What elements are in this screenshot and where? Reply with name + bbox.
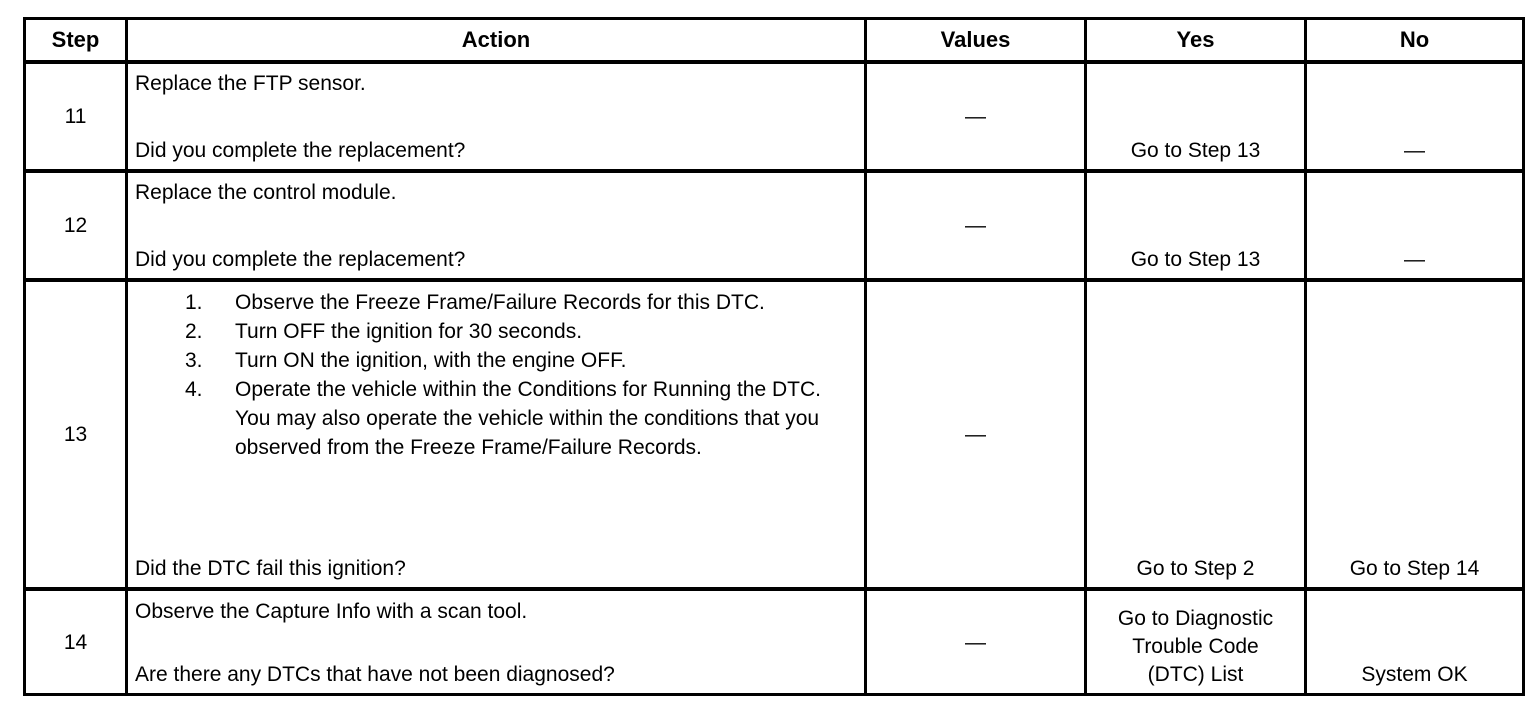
header-step: Step <box>51 27 100 52</box>
list-item: 1. Observe the Freeze Frame/Failure Records for this DTC. <box>185 291 765 314</box>
values-cell: — <box>965 630 986 654</box>
action-instruction: Observe the Capture Info with a scan tool. <box>135 600 528 623</box>
list-item: 3. Turn ON the ignition, with the engine OFF. <box>185 349 627 372</box>
procedure-list <box>135 288 834 462</box>
action-cell <box>128 173 864 278</box>
yes-cell: Go to Step 2 <box>1136 557 1255 580</box>
diagnostic-table <box>23 17 1525 696</box>
no-cell: System OK <box>1361 663 1468 686</box>
action-question: Are there any DTCs that have not been diagnosed? <box>135 663 615 686</box>
table-row <box>26 64 1522 169</box>
header-values: Values <box>940 27 1011 52</box>
action-question: Did you complete the replacement? <box>135 139 466 162</box>
yes-cell: Go to Step 13 <box>1130 248 1261 271</box>
action-question: Did the DTC fail this ignition? <box>135 557 406 580</box>
table-header <box>26 20 1522 60</box>
no-cell: — <box>1404 139 1425 162</box>
header-yes: Yes <box>1176 27 1215 52</box>
table-row <box>26 282 1522 587</box>
table-row <box>26 591 1522 693</box>
values-cell: — <box>965 423 986 446</box>
list-item: 2. Turn OFF the ignition for 30 seconds. <box>185 320 583 343</box>
values-cell: — <box>965 214 986 237</box>
no-cell: Go to Step 14 <box>1349 557 1480 580</box>
step-number: 12 <box>63 214 88 237</box>
values-cell: — <box>965 105 986 128</box>
step-number: 14 <box>63 630 88 654</box>
yes-cell: Go to Step 13 <box>1130 139 1261 162</box>
step-number: 13 <box>63 423 88 446</box>
step-number: 11 <box>64 105 87 128</box>
no-cell: — <box>1404 248 1425 271</box>
header-no: No <box>1399 27 1430 52</box>
yes-cell: Go to Diagnostic Trouble Code (DTC) List <box>1117 607 1274 686</box>
action-cell <box>128 591 864 693</box>
action-instruction: Replace the control module. <box>135 181 397 204</box>
action-question: Did you complete the replacement? <box>135 248 466 271</box>
action-cell <box>128 64 864 169</box>
list-item: 4. Operate the vehicle within the Conditions for Running the DTC. You may also operate the vehicle within the conditions that you observed from the Freeze Frame/Failure Records. <box>185 378 821 459</box>
header-action: Action <box>461 27 531 52</box>
action-cell <box>128 282 864 587</box>
action-instruction: Replace the FTP sensor. <box>135 72 366 95</box>
table-row <box>26 173 1522 278</box>
